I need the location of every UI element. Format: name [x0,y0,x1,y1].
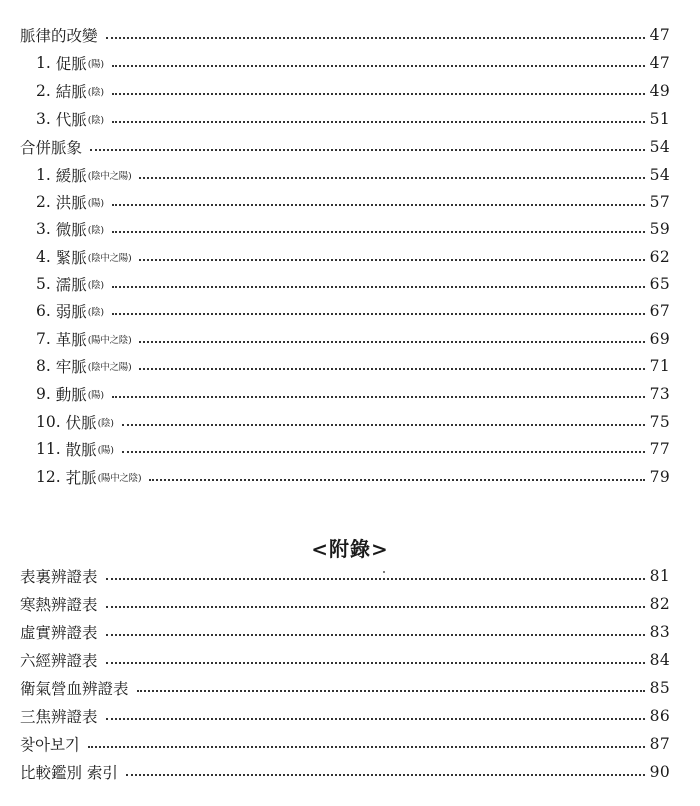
dot-leader [149,479,644,481]
toc-entry-note: (陽) [87,390,104,401]
toc-page-number: 83 [649,623,670,641]
toc-entry-number: 4. [36,248,51,266]
toc-entry-label: 微脈 [55,221,87,239]
toc-entry-note: (陽) [87,59,104,70]
toc-page-number: 47 [649,54,670,72]
toc-entry[interactable] [36,106,670,132]
dot-leader [139,341,644,343]
toc-entry-number: 1. [36,166,51,184]
toc-entry-label: 濡脈 [55,276,87,294]
toc-entry-note: (陰) [87,307,104,318]
toc-page-number: 87 [649,735,670,753]
toc-entry-appendix[interactable] [20,647,670,673]
dot-leader [90,149,645,151]
dot-leader [112,204,645,206]
toc-page-number: 62 [649,248,670,266]
dot-leader [122,424,645,426]
toc-entry-appendix[interactable] [20,591,670,617]
dot-leader [139,259,644,261]
toc-entry-note: (陽) [97,445,114,456]
toc-page-number: 67 [649,302,670,320]
toc-page-number: 59 [649,220,670,238]
toc-entry[interactable] [36,216,670,242]
toc-page-number: 75 [649,413,670,431]
dot-leader [122,451,645,453]
dot-leader [112,65,645,67]
dot-leader [88,746,645,748]
toc-entry-number: 3. [36,110,51,128]
toc-page-number: 49 [649,82,670,100]
toc-entry-label: 結脈 [55,83,87,101]
toc-entry-appendix[interactable] [20,619,670,645]
dot-leader [106,634,645,636]
toc-page-number: 47 [649,26,670,44]
toc-entry-appendix[interactable] [20,675,670,701]
toc-entry-label: 牢脈 [55,358,87,376]
toc-section-heading[interactable] [20,134,670,160]
dot-leader [139,368,644,370]
dot-leader [139,177,644,179]
toc-entry-number: 11. [36,440,61,458]
toc-entry-note: (陽中之陰) [87,335,132,346]
toc-entry-number: 9. [36,385,51,403]
dot-leader [112,231,645,233]
toc-page-number: 81 [649,567,670,585]
toc-page-number: 54 [649,166,670,184]
toc-entry-label: 伏脈 [65,414,97,432]
toc-entry-label: 衛氣營血辨證表 [20,680,129,698]
dot-leader [112,93,645,95]
toc-entry[interactable] [36,162,670,188]
dot-leader [112,286,645,288]
toc-entry[interactable] [36,244,670,270]
toc-entry-number: 7. [36,330,51,348]
toc-entry-number: 2. [36,193,51,211]
toc-page-number: 69 [649,330,670,348]
toc-entry-number: 2. [36,82,51,100]
toc-entry-label: 代脈 [55,111,87,129]
toc-entry[interactable] [36,464,670,490]
toc-page-number: 84 [649,651,670,669]
toc-page-number: 85 [649,679,670,697]
toc-page-number: 51 [649,110,670,128]
toc-entry-appendix[interactable] [20,703,670,729]
toc-entry[interactable] [36,189,670,215]
toc-entry-label: 革脈 [55,331,87,349]
toc-entry-note: (陽) [87,198,104,209]
toc-entry-appendix[interactable] [20,759,670,785]
appendix-heading: <附錄> [311,537,389,561]
toc-entry-note: (陰) [87,115,104,126]
toc-entry-label: 三焦辨證表 [20,708,98,726]
toc-entry-label: 弱脈 [55,303,87,321]
dot-leader [106,718,645,720]
toc-entry-number: 5. [36,275,51,293]
toc-entry-note: (陰中之陽) [87,253,132,264]
toc-page-number: 65 [649,275,670,293]
toc-page-number: 90 [649,763,670,781]
toc-entry-label: 緊脈 [55,249,87,267]
toc-entry-appendix[interactable] [20,563,670,589]
toc-entry[interactable] [36,436,670,462]
toc-entry-note: (陰中之陽) [87,171,132,182]
toc-entry[interactable] [36,326,670,352]
toc-entry-label: 促脈 [55,55,87,73]
toc-page-number: 54 [649,138,670,156]
toc-entry-number: 1. [36,54,51,72]
toc-entry[interactable] [36,381,670,407]
toc-entry-label: 比較鑑別 索引 [20,764,118,782]
dot-leader [106,606,645,608]
toc-entry-label: 찾아보기 [20,736,80,754]
toc-entry-note: (陽中之陰) [97,473,142,484]
toc-entry-label: 芤脈 [65,469,97,487]
toc-entry-number: 12. [36,468,61,486]
toc-page-number: 86 [649,707,670,725]
dot-leader [137,690,645,692]
toc-entry-appendix[interactable] [20,731,670,757]
dot-leader [126,774,645,776]
toc-entry-number: 6. [36,302,51,320]
toc-page-number: 82 [649,595,670,613]
dot-leader [112,396,645,398]
toc-page-number: 73 [649,385,670,403]
toc-entry-label: 寒熱辨證表 [20,596,98,614]
dot-leader [112,313,645,315]
toc-entry-number: 10. [36,413,61,431]
toc-page-number: 79 [649,468,670,486]
dot-leader [106,578,645,580]
toc-section-heading[interactable] [20,22,670,48]
toc-entry[interactable] [36,298,670,324]
toc-entry-label: 緩脈 [55,167,87,185]
toc-entry-label: 虛實辨證表 [20,624,98,642]
toc-entry[interactable] [36,271,670,297]
toc-entry-note: (陰中之陽) [87,362,132,373]
dot-leader [106,37,645,39]
toc-entry-label: 合併脈象 [20,139,83,157]
toc-entry-note: (陰) [87,87,104,98]
toc-entry-note: (陰) [97,418,114,429]
toc-entry[interactable] [36,78,670,104]
dot-leader [106,662,645,664]
toc-page-number: 57 [649,193,670,211]
toc-entry-label: 洪脈 [55,194,87,212]
toc-entry[interactable] [36,409,670,435]
toc-entry-label: 散脈 [65,441,97,459]
toc-entry-label: 表裏辨證表 [20,568,98,586]
toc-entry-number: 3. [36,220,51,238]
toc-entry-label: 脈律的改變 [20,27,98,45]
toc-page-number: 77 [649,440,670,458]
dot-leader [112,121,645,123]
toc-page-number: 71 [649,357,670,375]
toc-entry-label: 動脈 [55,386,87,404]
toc-entry[interactable] [36,50,670,76]
toc-entry[interactable] [36,353,670,379]
toc-entry-number: 8. [36,357,51,375]
toc-entry-note: (陰) [87,225,104,236]
toc-entry-label: 六經辨證表 [20,652,98,670]
toc-entry-note: (陰) [87,280,104,291]
